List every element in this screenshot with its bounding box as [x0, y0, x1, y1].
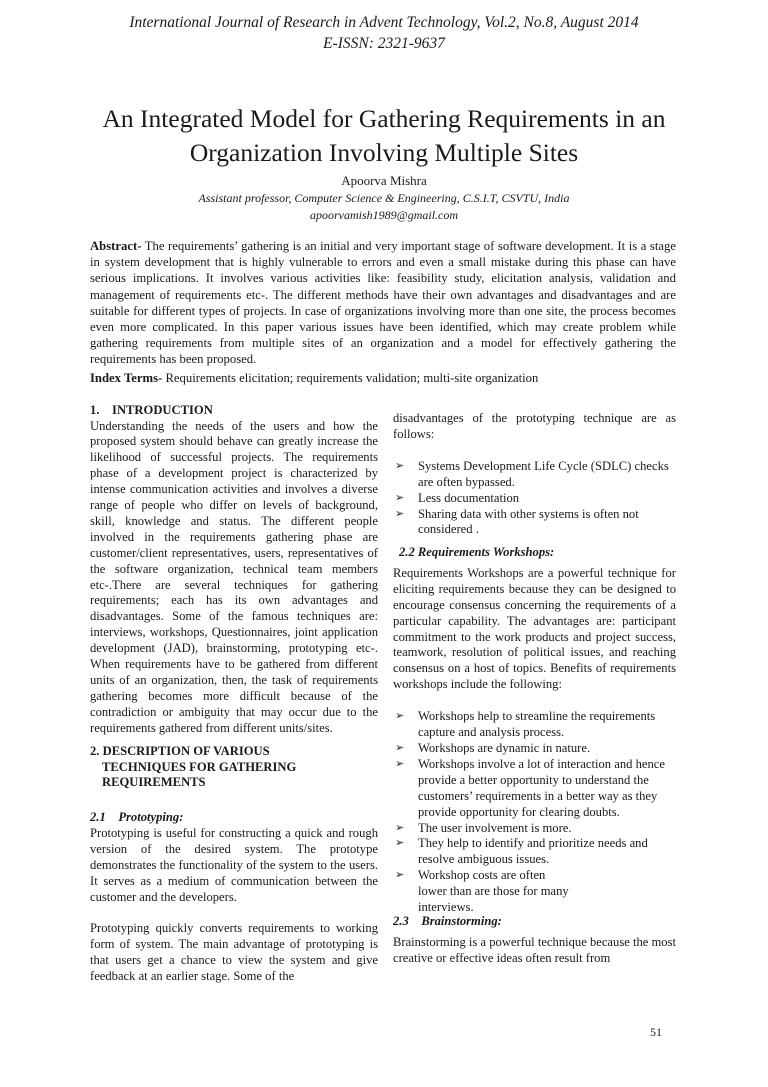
title-line-1: An Integrated Model for Gathering Requirements in an: [102, 104, 666, 133]
journal-issn: E-ISSN: 2321-9637: [323, 35, 445, 52]
list-item-text: Systems Development Life Cycle (SDLC) checks are often bypassed.: [418, 458, 669, 489]
list-item: [393, 836, 676, 868]
list-item-text: Less documentation: [418, 490, 520, 505]
list-item-text: Workshops involve a lot of interaction and hence provide a better opportunity to understand the customers’ requirements in a better way as they provide opportunity for clearing doubts.: [418, 756, 665, 819]
list-item: [393, 757, 676, 821]
list-item: [393, 459, 676, 491]
author-affiliation: Assistant professor, Computer Science & Engineering, C.S.I.T, CSVTU, India: [198, 191, 570, 205]
arrow-bullet-icon: ➢: [395, 459, 405, 472]
list-item: [393, 821, 676, 837]
list-item-text: They help to identify and prioritize needs and resolve ambiguous issues.: [418, 836, 648, 867]
list-item: [393, 868, 676, 916]
section2-heading-line: REQUIREMENTS: [102, 775, 206, 789]
index-terms: [90, 371, 676, 386]
arrow-bullet-icon: ➢: [395, 507, 405, 520]
list-item: [393, 507, 676, 539]
prototyping-text: Prototyping is useful for constructing a quick and rough version of the desired system. The prototype demonstrates the functionality of the system to the users. It serves as a medium of communication between the customer and the developers.: [90, 825, 378, 904]
prototyping-section: [90, 810, 378, 985]
prototyping-heading: 2.1 Prototyping:: [90, 810, 184, 824]
index-terms-label: Index Terms-: [90, 371, 163, 385]
journal-header: [0, 12, 768, 54]
list-item: [393, 741, 676, 757]
prototyping-continued: [393, 411, 676, 538]
workshops-benefits-list: [393, 709, 676, 916]
prototyping-text: Prototyping quickly converts requirements to working form of system. The main advantage of prototyping is that users get a chance to view the system and give feedback at an earlier stage. Some of the: [90, 921, 378, 984]
list-item-text: Workshops help to streamline the requirements capture and analysis process.: [418, 709, 656, 740]
arrow-bullet-icon: ➢: [395, 821, 405, 834]
section2-heading-line: 2. DESCRIPTION OF VARIOUS: [90, 744, 270, 758]
abstract-label: Abstract-: [90, 239, 142, 253]
title-line-2: Organization Involving Multiple Sites: [189, 138, 579, 167]
brainstorming-section: [393, 914, 676, 967]
page-number: 51: [650, 1025, 662, 1039]
list-item-text: Workshops are dynamic in nature.: [418, 740, 591, 755]
author-block: [0, 171, 768, 224]
author-name: Apoorva Mishra: [341, 173, 427, 188]
arrow-bullet-icon: ➢: [395, 837, 405, 850]
arrow-bullet-icon: ➢: [395, 869, 405, 882]
prototyping-continued-text: disadvantages of the prototyping technique are as follows:: [393, 411, 676, 441]
list-item-text: Workshop costs are often lower than are those for many interviews.: [418, 868, 579, 915]
introduction-heading: 1. INTRODUCTION: [90, 403, 213, 417]
abstract-text: The requirements’ gathering is an initial and very important stage of software development. It is a stage in system development that is highly vulnerable to errors and even a small mistake during this phase can have serious implications. It involves various activities like: feasibility study, elicitation analysis, validation and management of requirements etc-. The different methods have their own advantages and disadvantages and are suitable for different types of projects. In case of organizations involving more than one site, the process becomes even more complicated. In this paper various issues have been identified, which may create problem while gathering requirements from multiple sites of an organization and a model for effectively gathering the requirements has been proposed.: [90, 239, 676, 367]
arrow-bullet-icon: ➢: [395, 741, 405, 754]
abstract: [90, 238, 676, 368]
brainstorming-heading: 2.3 Brainstorming:: [393, 914, 502, 928]
introduction-text: Understanding the needs of the users and how the proposed system should behave can greatly increase the likelihood of successful projects. The requirements phase of a development project is characterized by intense communication activities and involves a diverse range of people who differ on levels of background, skill, knowledge and status. The different people involved in the requirements gathering phase are customer/client representatives, users, representatives of the software organization, technical team members etc-.There are several techniques for gathering requirements; each has its own advantages and disadvantages. Some of the famous techniques are: interviews, workshops, Questionnaires, joint application development (JAD), brainstorming, prototyping etc-. When requirements have to be gathered from different units of an organization, then, the task of requirements gathering becomes more difficult because of the contradiction or ambiguity that may occur due to the requirements gathered from different units/sites.: [90, 418, 378, 735]
workshops-text: Requirements Workshops are a powerful technique for eliciting requirements because they can be designed to encourage consensus concerning the requirements of a particular capability. The advantages are: participant commitment to the work products and project success, teamwork, resolution of political issues, and reaching consensus on a host of topics. Benefits of requirements workshops include the following:: [393, 565, 676, 692]
introduction-section: [90, 403, 378, 737]
arrow-bullet-icon: ➢: [395, 491, 405, 504]
index-terms-text: Requirements elicitation; requirements validation; multi-site organization: [162, 371, 539, 385]
arrow-bullet-icon: ➢: [395, 757, 405, 770]
list-item: [393, 491, 676, 507]
journal-citation: International Journal of Research in Advent Technology, Vol.2, No.8, August 2014: [129, 14, 639, 31]
prototyping-disadvantages-list: [393, 459, 676, 539]
section2-heading-line: TECHNIQUES FOR GATHERING: [102, 759, 297, 774]
list-item-text: Sharing data with other systems is often not considered .: [418, 506, 639, 537]
author-email: apoorvamish1989@gmail.com: [309, 208, 459, 222]
brainstorming-text: Brainstorming is a powerful technique because the most creative or effective ideas often result from: [393, 934, 676, 965]
workshops-section: [393, 545, 676, 916]
list-item: [393, 709, 676, 741]
list-item-text: The user involvement is more.: [418, 820, 572, 835]
section2-heading: [90, 744, 378, 791]
workshops-heading: 2.2 Requirements Workshops:: [399, 545, 555, 559]
arrow-bullet-icon: ➢: [395, 710, 405, 723]
paper-title: [0, 102, 768, 170]
